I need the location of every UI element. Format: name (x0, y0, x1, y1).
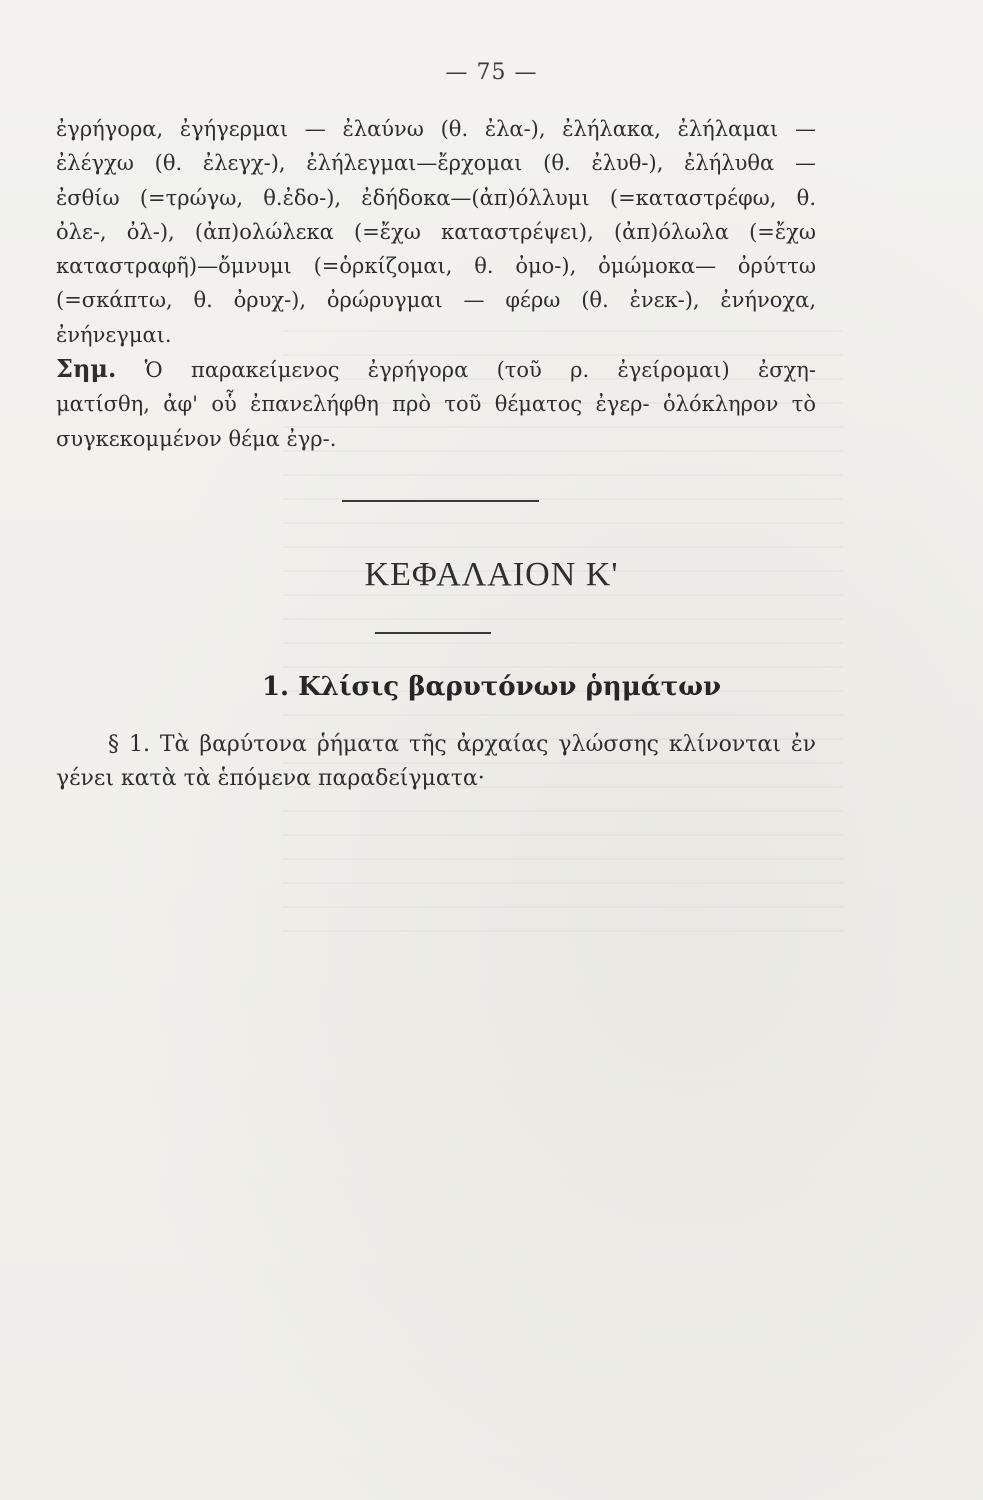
page-number: — 75 — (445, 60, 538, 85)
body-line: ἐλέγχω (θ. ἐλεγχ-), ἐλήλεγμαι—ἔρχομαι (θ. ἐλυθ-), ἐλήλυθα — (56, 151, 816, 176)
body-line: ἐνήνεγμαι. (56, 322, 172, 347)
chapter-underline (375, 632, 491, 634)
body-line: καταστραφῆ)—ὄμνυμι (=ὁρκίζομαι, θ. ὀμο-), ὀμώμοκα— ὀρύττω (56, 254, 816, 279)
chapter-title: ΚΕΦΑΛΑΙΟΝ Κ' (364, 556, 619, 593)
body-line: (=σκάπτω, θ. ὀρυχ-), ὀρώρυγμαι — φέρω (θ. ἐνεκ-), ἐνήνοχα, (56, 288, 816, 313)
note-line-2: ματίσθη, ἀφ' οὗ ἐπανελήφθη πρὸ τοῦ θέματος ἐγερ- ὁλόκληρον τὸ (56, 392, 816, 417)
note-line-1 (56, 352, 816, 387)
note-label: Σημ. (56, 354, 117, 384)
body-line: ἐσθίω (=τρώγω, θ.ἐδο-), ἐδήδοκα—(ἀπ)όλλυμι (=καταστρέφω, θ. (56, 185, 816, 210)
section-heading: 1. Κλίσις βαρυτόνων ῥημάτων (261, 672, 722, 702)
paragraph-line-1: § 1. Τὰ βαρύτονα ῥήματα τῆς ἀρχαίας γλώσσης κλίνονται ἐν (108, 732, 816, 757)
note-text: Ὁ παρακείμενος ἐγρήγορα (τοῦ ρ. ἐγείρομαι) ἐσχη- (116, 358, 816, 383)
paragraph-line-2: γένει κατὰ τὰ ἑπόμενα παραδείγματα· (56, 766, 485, 791)
note-line-3: συγκεκομμένον θέμα ἐγρ-. (56, 426, 337, 451)
separator-rule (342, 500, 539, 502)
body-text (56, 112, 816, 456)
paragraph (56, 728, 816, 796)
body-line: ὀλε-, ὀλ-), (ἀπ)ολώλεκα (=ἔχω καταστρέψει), (ἀπ)όλωλα (=ἔχω (56, 219, 816, 244)
body-line: ἐγρήγορα, ἐγήγερμαι — ἐλαύνω (θ. ἐλα-), ἐλήλακα, ἐλήλαμαι — (56, 117, 816, 141)
